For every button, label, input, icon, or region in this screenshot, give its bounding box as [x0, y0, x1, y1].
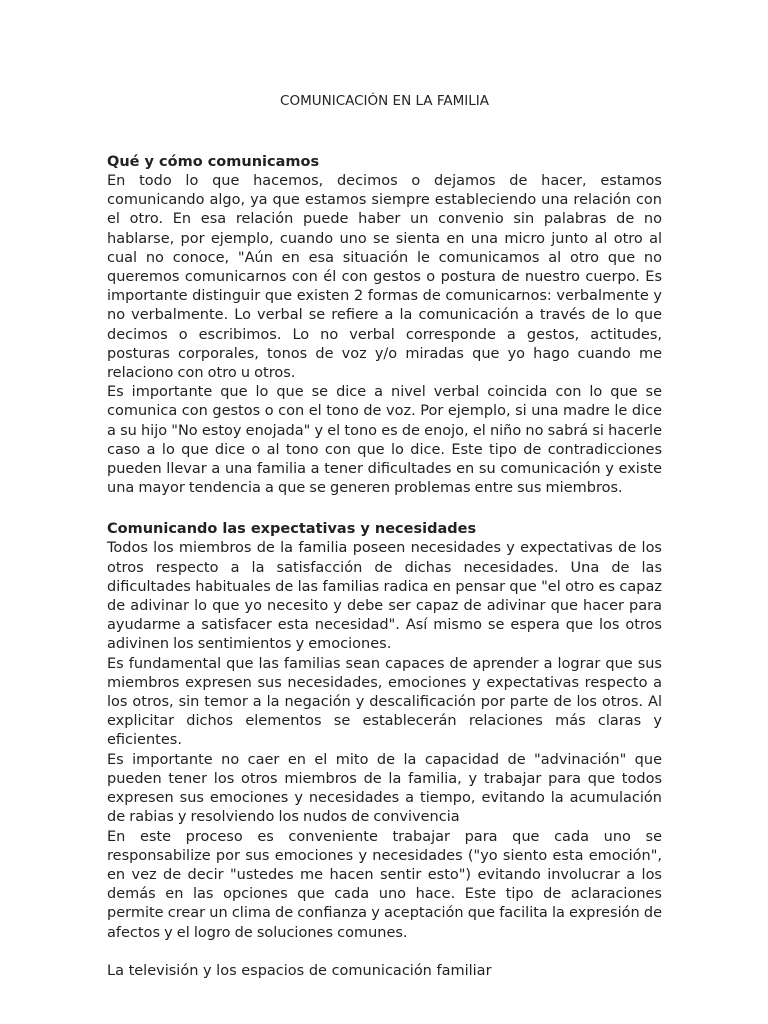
paragraph: Es importante que lo que se dice a nivel verbal coincida con lo que se comunica con gestos o con el tono de voz. Por ejemplo, si una madre le dice a su hijo "No estoy enojada" y el tono es de enojo, el niño no sabrá si hacerle caso a lo que dice o al tono con que lo dice. Este tipo de contradicciones pueden llevar a una familia a tener dificultades en su comunicación y existe una mayor tendencia a que se generen problemas entre sus miembros.: [107, 384, 662, 497]
section-heading: Qué y cómo comunicamos: [107, 154, 320, 170]
paragraph: Todos los miembros de la familia poseen necesidades y expectativas de los otros respecto a la satisfacción de dichas necesidades. Una de las dificultades habituales de las familias radica en pensar que "el otro es capaz de adivinar lo que yo necesito y debe ser capaz de adivinar que hacer para ayudarme a satisfacer esta necesidad". Así mismo se espera que los otros adivinen los sentimientos y emociones.: [107, 540, 662, 653]
section-comunicando-expectativas: [107, 520, 662, 942]
section-television: [107, 962, 662, 981]
document-page: [107, 88, 662, 981]
document-title: COMUNICACIÓN EN LA FAMILIA: [280, 93, 489, 109]
section-que-y-como-comunicamos: [107, 153, 662, 498]
paragraph: Es importante no caer en el mito de la capacidad de "advinación" que pueden tener los otros miembros de la familia, y trabajar para que todos expresen sus emociones y necesidades a tiempo, evitando la acumulación de rabias y resolviendo los nudos de convivencia: [107, 751, 662, 826]
paragraph: En este proceso es conveniente trabajar para que cada uno se responsabilize por sus emociones y necesidades ("yo siento esta emoción", en vez de decir "ustedes me hacen sentir esto") evitando involucrar a los demás en las opciones que cada uno hace. Este tipo de aclaraciones permite crear un clima de confianza y aceptación que facilita la expresión de afectos y el logro de soluciones comunes.: [107, 828, 662, 941]
closing-line: La televisión y los espacios de comunicación familiar: [107, 962, 492, 979]
paragraph: Es fundamental que las familias sean capaces de aprender a lograr que sus miembros expresen sus necesidades, emociones y expectativas respecto a los otros, sin temor a la negación y descalificación por parte de los otros. Al explicitar dichos elementos se establecerán relaciones más claras y eficientes.: [107, 655, 662, 749]
paragraph: En todo lo que hacemos, decimos o dejamos de hacer, estamos comunicando algo, ya que estamos siempre estableciendo una relación con el otro. En esa relación puede haber un convenio sin palabras de no hablarse, por ejemplo, cuando uno se sienta en una micro junto al otro al cual no conoce, "Aún en esa situación le comunicamos al otro que no queremos comunicarnos con él con gestos o postura de nuestro cuerpo. Es importante distinguir que existen 2 formas de comunicarnos: verbalmente y no verbalmente. Lo verbal se refiere a la comunicación a través de lo que decimos o escribimos. Lo no verbal corresponde a gestos, actitudes, posturas corporales, tonos de voz y/o miradas que yo hago cuando me relaciono con otro u otros.: [107, 173, 662, 382]
section-heading: Comunicando las expectativas y necesidades: [107, 521, 477, 538]
